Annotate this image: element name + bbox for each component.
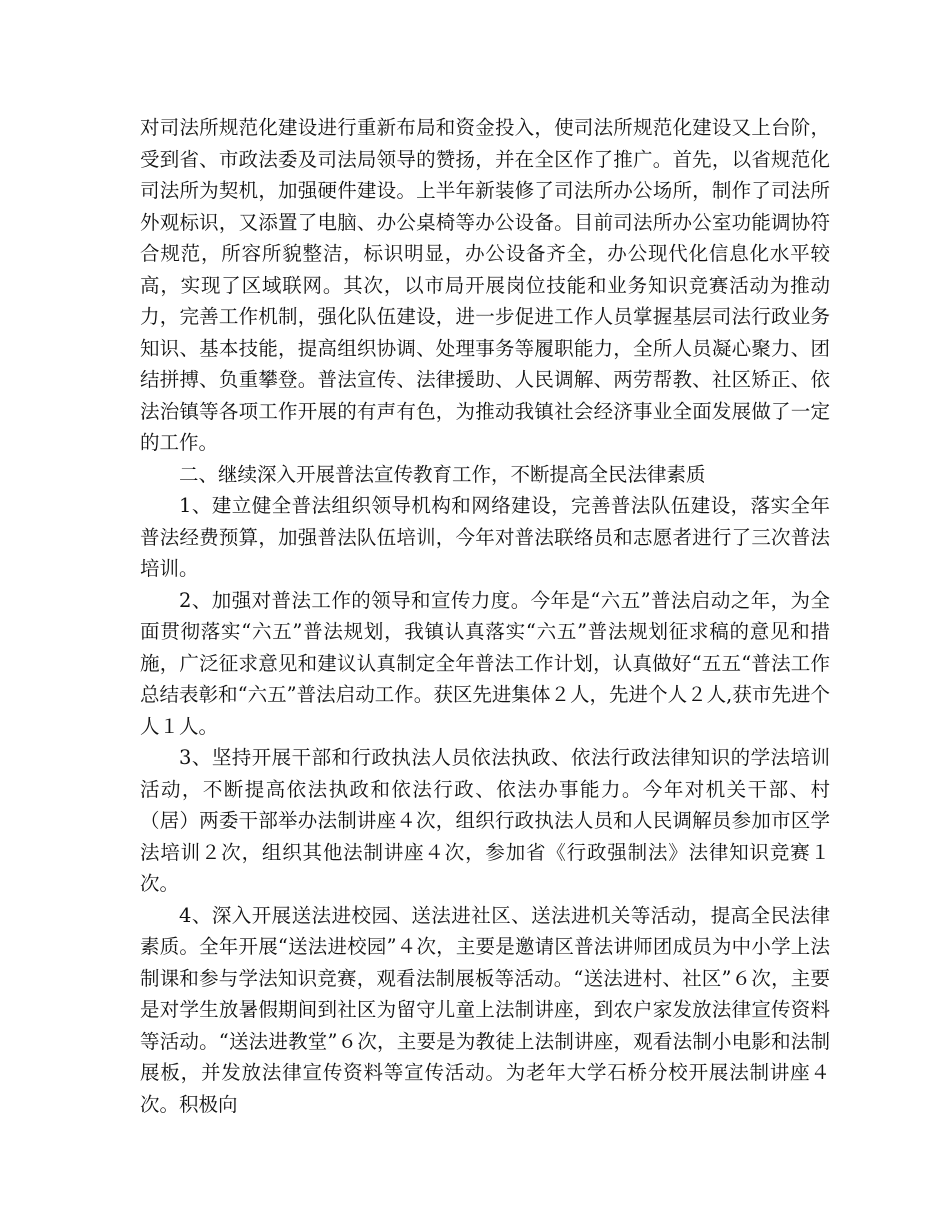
paragraph-item-1: 1、建立健全普法组织领导机构和网络建设，完善普法队伍建设，落实全年普法经费预算，加强普法队伍培训，今年对普法联络员和志愿者进行了三次普法培训。	[140, 494, 830, 580]
paragraph-item-2: 2、加强对普法工作的领导和宣传力度。今年是“六五”普法启动之年，为全面贯彻落实“六五”普法规划，我镇认真落实“六五”普法规划征求稿的意见和措施，广泛征求意见和建议认真制定全年普法工作计划，认真做好“五五“普法工作总结表彰和“六五”普法启动工作。获区先进集体２人，先进个人２人,获市先进个人１人。	[140, 588, 830, 738]
document-page	[140, 112, 830, 1120]
section-heading-2: 二、继续深入开展普法宣传教育工作，不断提高全民法律素质	[179, 462, 706, 486]
paragraph-item-4: 4、深入开展送法进校园、送法进社区、送法进机关等活动，提高全民法律素质。全年开展“送法进校园”４次，主要是邀请区普法讲师团成员为中小学上法制课和参与学法知识竞赛，观看法制展板等活动。“送法进村、社区”６次，主要是对学生放暑假期间到社区为留守儿童上法制讲座，到农户家发放法律宣传资料等活动。“送法进教堂”６次，主要是为教徒上法制讲座，观看法制小电影和法制展板，并发放法律宣传资料等宣传活动。为老年大学石桥分校开展法制讲座４次。积极向	[140, 903, 830, 1116]
paragraph-item-3: 3、坚持开展干部和行政执法人员依法执政、依法行政法律知识的学法培训活动，不断提高依法执政和依法行政、依法办事能力。今年对机关干部、村（居）两委干部举办法制讲座４次，组织行政执法人员和人民调解员参加市区学法培训２次，组织其他法制讲座４次，参加省《行政强制法》法律知识竞赛１次。	[140, 746, 830, 895]
paragraph-1: 对司法所规范化建设进行重新布局和资金投入，使司法所规范化建设又上台阶，受到省、市政法委及司法局领导的赞扬，并在全区作了推广。首先，以省规范化司法所为契机，加强硬件建设。上半年新装修了司法所办公场所，制作了司法所外观标识，又添置了电脑、办公桌椅等办公设备。目前司法所办公室功能调协符合规范，所容所貌整洁，标识明显，办公设备齐全，办公现代化信息化水平较高，实现了区域联网。其次，以市局开展岗位技能和业务知识竞赛活动为推动力，完善工作机制，强化队伍建设，进一步促进工作人员掌握基层司法行政业务知识、基本技能，提高组织协调、处理事务等履职能力，全所人员凝心聚力、团结拼搏、负重攀登。普法宣传、法律援助、人民调解、两劳帮教、社区矫正、依法治镇等各项工作开展的有声有色，为推动我镇社会经济事业全面发展做了一定的工作。	[140, 116, 830, 454]
